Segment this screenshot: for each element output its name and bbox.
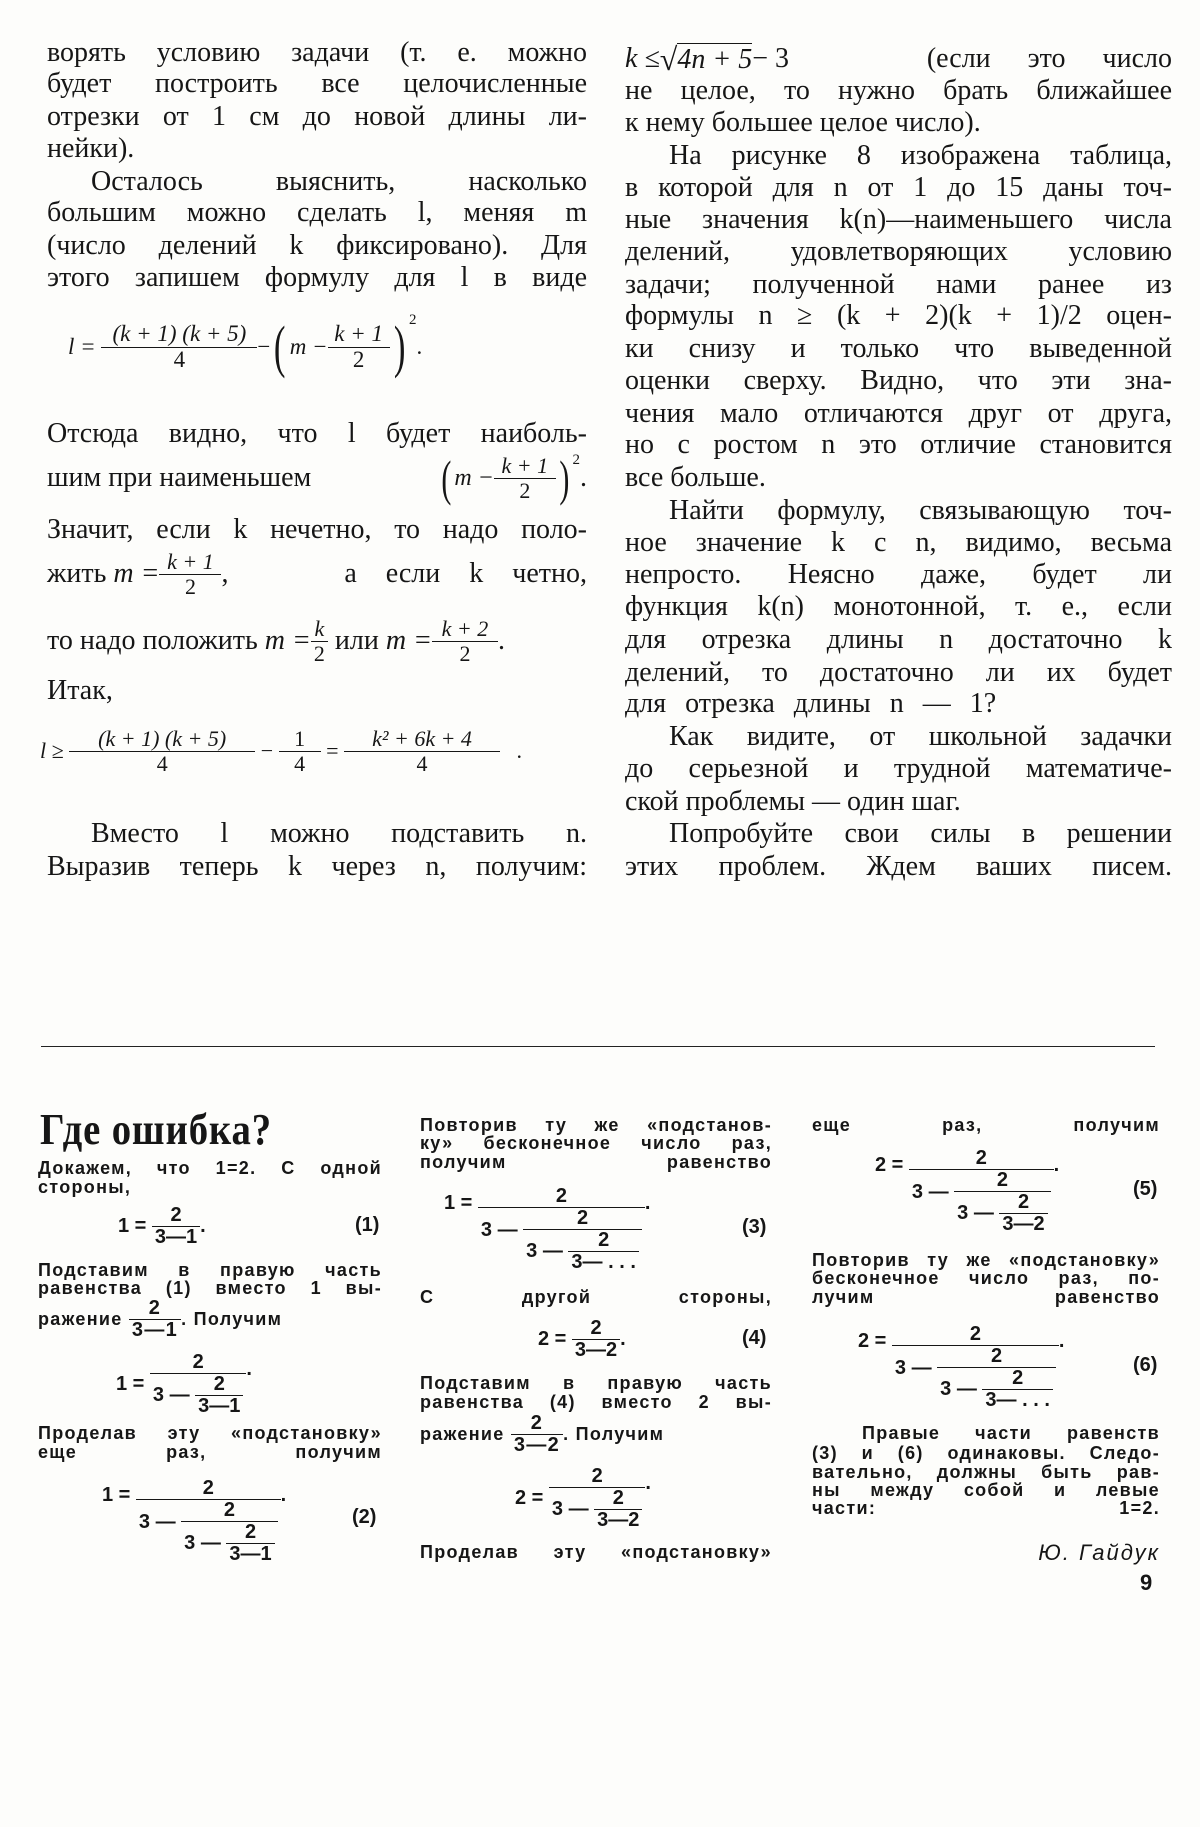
text: ражение bbox=[38, 1309, 123, 1329]
formula-part: . bbox=[246, 1358, 252, 1380]
equation-number: (1) bbox=[355, 1214, 380, 1236]
text-line: Попробуйте свои силы в решении bbox=[669, 818, 1172, 849]
fraction bbox=[159, 550, 221, 597]
denominator: 3—1 bbox=[226, 1543, 274, 1565]
text-line: задачи; полученной нами ранее из bbox=[625, 269, 1172, 300]
equation-substituted bbox=[116, 1352, 252, 1417]
text-line: Значит, если k нечетно, то надо поло- bbox=[47, 514, 587, 545]
text-line: для отрезка длины n — 1? bbox=[625, 688, 997, 719]
numerator: 2 bbox=[202, 1477, 214, 1499]
text-line: чения мало отличаются друг от друга, bbox=[625, 398, 1172, 429]
denominator: 3— . . . bbox=[568, 1251, 638, 1273]
text-line: этого запишем формулу для l в виде bbox=[47, 262, 587, 293]
denominator: 2 bbox=[159, 574, 221, 598]
text-line-with-formula bbox=[420, 1413, 664, 1456]
text-line: но с ростом n это отличие становится bbox=[625, 429, 1172, 460]
denominator: 4 bbox=[101, 347, 257, 372]
formula-part: 2 = bbox=[538, 1328, 567, 1350]
text-line: равенства (1) вместо 1 вы- bbox=[38, 1278, 382, 1298]
fraction bbox=[136, 1478, 281, 1565]
denominator bbox=[181, 1521, 278, 1565]
fraction bbox=[152, 1205, 200, 1248]
paren: ) bbox=[393, 314, 406, 379]
formula-part: . bbox=[645, 1472, 651, 1494]
denominator: 2 bbox=[328, 347, 390, 372]
text-line: делений, то достаточно ли их будет bbox=[625, 657, 1172, 688]
equation-substituted bbox=[515, 1466, 651, 1531]
fraction bbox=[311, 617, 328, 664]
fraction bbox=[954, 1170, 1051, 1235]
equation-number: (3) bbox=[742, 1216, 767, 1238]
numerator: 2 bbox=[975, 1147, 987, 1169]
text-line: до серьезной и трудной математиче- bbox=[625, 753, 1172, 784]
paren: ( bbox=[440, 450, 451, 506]
denominator: 3—1 bbox=[195, 1395, 243, 1417]
text-line: функция k(n) монотонной, т. е., если bbox=[625, 591, 1172, 622]
numerator: 2 bbox=[591, 1465, 603, 1487]
denominator bbox=[892, 1345, 1059, 1411]
text-line: Правые части равенств bbox=[862, 1423, 1160, 1443]
fraction bbox=[328, 322, 390, 371]
section-divider bbox=[41, 1046, 1155, 1047]
formula-part: . bbox=[416, 334, 423, 359]
numerator: 2 bbox=[148, 1297, 162, 1319]
denominator bbox=[909, 1169, 1054, 1235]
text-line: к нему большее целое число). bbox=[625, 107, 981, 138]
formula-part: 3 — bbox=[940, 1378, 977, 1400]
formula-part: = bbox=[326, 738, 339, 763]
fraction bbox=[523, 1208, 642, 1273]
text-line: для отрезка длины n достаточно k bbox=[625, 624, 1172, 655]
text: (если это число bbox=[926, 43, 1172, 74]
text-line: Осталось выяснить, насколько bbox=[91, 166, 587, 197]
denominator bbox=[937, 1367, 1056, 1411]
numerator: 2 bbox=[1017, 1191, 1030, 1213]
equation-number: (5) bbox=[1133, 1178, 1158, 1200]
denominator: 3—2 bbox=[999, 1213, 1047, 1235]
formula-part: 3 — bbox=[911, 1181, 949, 1203]
denominator bbox=[136, 1499, 281, 1565]
formula-part: 3 — bbox=[480, 1219, 518, 1241]
fraction bbox=[478, 1186, 645, 1273]
formula-part: l ≥ bbox=[40, 738, 64, 763]
numerator: 2 bbox=[612, 1487, 624, 1509]
text-line-with-formula bbox=[625, 40, 1172, 78]
fraction bbox=[494, 454, 556, 501]
formula-part: 1 = bbox=[102, 1484, 131, 1506]
fraction bbox=[226, 1522, 274, 1565]
formula-part: . bbox=[200, 1215, 206, 1237]
text-line: (3) и (6) одинаковы. Следо- bbox=[812, 1443, 1160, 1463]
text: то надо положить bbox=[47, 625, 258, 656]
fraction bbox=[511, 1413, 563, 1456]
formula-part: . bbox=[1058, 1330, 1065, 1352]
formula-part: 1 = bbox=[116, 1373, 145, 1395]
numerator: (k + 1) (k + 5) bbox=[112, 321, 247, 347]
fraction bbox=[982, 1368, 1052, 1411]
formula-part: m − bbox=[289, 334, 328, 359]
sqrt-argument: 4n + 5 bbox=[677, 43, 753, 75]
denominator: 4 bbox=[69, 751, 255, 775]
text-line: оценки сверху. Видно, что эти зна- bbox=[625, 365, 1172, 396]
fraction bbox=[937, 1346, 1056, 1411]
numerator: k² + 6k + 4 bbox=[372, 726, 472, 752]
fraction bbox=[279, 727, 321, 774]
denominator: 4 bbox=[344, 751, 500, 775]
formula-part: 2 = bbox=[875, 1154, 904, 1176]
text: или bbox=[334, 625, 379, 656]
formula-part: . bbox=[497, 625, 505, 656]
text-line: еще раз, получим bbox=[812, 1115, 1160, 1135]
numerator: 2 bbox=[223, 1499, 235, 1521]
paren: ) bbox=[559, 450, 570, 506]
denominator: 2 bbox=[494, 478, 556, 502]
formula-part: m − bbox=[454, 464, 494, 491]
text-line: еще раз, получим bbox=[38, 1442, 382, 1462]
formula-part: − 3 bbox=[752, 43, 790, 74]
equation-5 bbox=[875, 1148, 1059, 1235]
denominator: 3—2 bbox=[572, 1339, 620, 1361]
text-line: ки снизу и только что выведенной bbox=[625, 333, 1172, 364]
formula-part: 3 — bbox=[526, 1240, 563, 1262]
page-number: 9 bbox=[1140, 1570, 1153, 1595]
text-line: делений, удовлетворяющих условию bbox=[625, 236, 1172, 267]
exponent: 2 bbox=[572, 452, 580, 468]
formula-part: . bbox=[580, 462, 587, 493]
formula-part: 3 — bbox=[152, 1384, 190, 1406]
fraction bbox=[572, 1318, 620, 1361]
equation-number: (6) bbox=[1133, 1354, 1158, 1376]
text-line: Как видите, от школьной задачки bbox=[669, 721, 1172, 752]
formula-part: 3 — bbox=[184, 1532, 221, 1554]
text-line: в которой для n от 1 до 15 даны точ- bbox=[625, 172, 1172, 203]
text-line: стороны, bbox=[38, 1177, 132, 1197]
formula-part: . bbox=[620, 1328, 626, 1350]
numerator: 2 bbox=[598, 1229, 610, 1251]
denominator: 3— . . . bbox=[982, 1389, 1052, 1411]
text-line-with-formula bbox=[47, 615, 587, 667]
box-title: Где ошибка? bbox=[40, 1105, 273, 1154]
formula-part: 2 = bbox=[515, 1487, 544, 1509]
text-line-with-formula bbox=[47, 452, 587, 504]
text-line: ской проблемы — один шаг. bbox=[625, 786, 961, 817]
denominator: 3—2 bbox=[594, 1509, 642, 1531]
numerator: 2 bbox=[244, 1521, 257, 1543]
text-line: ку» бесконечное число раз, bbox=[420, 1133, 772, 1153]
fraction bbox=[999, 1192, 1047, 1235]
text: шим при наименьшем bbox=[47, 462, 312, 493]
numerator: 2 bbox=[530, 1412, 544, 1434]
numerator: 2 bbox=[555, 1185, 567, 1207]
denominator: 2 bbox=[432, 641, 498, 665]
formula-part: 1 = bbox=[118, 1215, 147, 1237]
text-line: На рисунке 8 изображена таблица, bbox=[669, 140, 1172, 171]
text: а если k четно, bbox=[344, 558, 587, 589]
formula-part: . bbox=[644, 1192, 651, 1214]
text-line: Докажем, что 1=2. С одной bbox=[38, 1158, 382, 1178]
exponent: 2 bbox=[408, 312, 417, 328]
text-line: С другой стороны, bbox=[420, 1287, 772, 1307]
text-line: будет построить все целочисленные bbox=[47, 68, 587, 99]
fraction bbox=[195, 1374, 243, 1417]
numerator: 2 bbox=[576, 1207, 589, 1229]
numerator: 2 bbox=[990, 1345, 1003, 1367]
text-line: не целое, то нужно брать ближайшее bbox=[625, 75, 1172, 106]
numerator: 2 bbox=[213, 1373, 225, 1395]
formula-part: 3 — bbox=[894, 1357, 932, 1379]
formula-part: m = bbox=[385, 625, 432, 656]
numerator: k bbox=[314, 616, 325, 642]
text-line: Повторив ту же «подстановку» bbox=[812, 1250, 1160, 1270]
numerator: k + 1 bbox=[334, 321, 383, 347]
denominator bbox=[478, 1207, 645, 1273]
text-line: этих проблем. Ждем ваших писем. bbox=[625, 851, 1172, 882]
text-line: вательно, должны быть рав- bbox=[812, 1462, 1160, 1482]
text-line: Проделав эту «подстановку» bbox=[420, 1542, 772, 1562]
denominator bbox=[523, 1229, 642, 1273]
formula-part: m = bbox=[264, 625, 311, 656]
text: . Получим bbox=[563, 1424, 665, 1444]
text-line: ное значение k с n, видимо, весьма bbox=[625, 527, 1172, 558]
formula-part: 1 = bbox=[444, 1192, 473, 1214]
text: ражение bbox=[420, 1424, 505, 1444]
text-line: равенства (4) вместо 2 вы- bbox=[420, 1392, 772, 1412]
fraction bbox=[344, 727, 500, 774]
numerator: 2 bbox=[969, 1323, 981, 1345]
equation-3 bbox=[444, 1186, 650, 1273]
formula-part: m = bbox=[113, 558, 160, 589]
fraction bbox=[181, 1500, 278, 1565]
paren: ( bbox=[274, 314, 286, 379]
text-line: части: 1=2. bbox=[812, 1498, 1160, 1518]
numerator: k + 1 bbox=[167, 549, 214, 575]
numerator: 2 bbox=[1012, 1367, 1024, 1389]
text-line: лучим равенство bbox=[812, 1287, 1160, 1307]
numerator: 2 bbox=[590, 1317, 602, 1339]
text-line: нейки). bbox=[47, 133, 135, 164]
fraction bbox=[568, 1230, 638, 1273]
text-line: Подставим в правую часть bbox=[420, 1373, 772, 1393]
text-line: Проделав эту «подстановку» bbox=[38, 1423, 382, 1443]
text-line: ные значения k(n)—наименьшего числа bbox=[625, 204, 1172, 235]
fraction bbox=[594, 1488, 642, 1531]
denominator: 3—1 bbox=[129, 1319, 181, 1341]
numerator: 1 bbox=[294, 726, 306, 752]
equation-4 bbox=[538, 1318, 626, 1361]
text-line: формулы n ≥ (k + 2)(k + 1)/2 оцен- bbox=[625, 300, 1172, 331]
text-line: Отсюда видно, что l будет наиболь- bbox=[47, 418, 587, 449]
formula-part: l = bbox=[68, 334, 96, 359]
fraction bbox=[69, 727, 255, 774]
formula-part: 3 — bbox=[551, 1498, 589, 1520]
fraction bbox=[101, 322, 257, 371]
fraction bbox=[129, 1298, 181, 1341]
text-line: все больше. bbox=[625, 462, 766, 493]
fraction bbox=[909, 1148, 1054, 1235]
denominator bbox=[150, 1373, 247, 1417]
text-line-with-formula bbox=[47, 550, 587, 598]
fraction bbox=[432, 617, 498, 664]
formula-part: 3 — bbox=[957, 1202, 994, 1224]
text-line-with-formula bbox=[38, 1298, 282, 1341]
formula-part: , bbox=[221, 558, 229, 589]
formula-part: 2 = bbox=[858, 1330, 887, 1352]
text-line: ны между собой и левые bbox=[812, 1480, 1160, 1500]
numerator: 2 bbox=[996, 1169, 1008, 1191]
text-line: Вместо l можно подставить n. bbox=[91, 818, 587, 849]
author-signature: Ю. Гайдук bbox=[1038, 1540, 1160, 1565]
sqrt-sign: √ bbox=[659, 40, 678, 77]
formula-part: . bbox=[280, 1484, 287, 1506]
text-line: отрезки от 1 см до новой длины ли- bbox=[47, 101, 587, 132]
text-line: (число делений k фиксировано). Для bbox=[47, 230, 587, 261]
fraction bbox=[549, 1466, 646, 1531]
fraction bbox=[892, 1324, 1059, 1411]
formula-part: . bbox=[1053, 1154, 1060, 1176]
equation-2 bbox=[102, 1478, 286, 1565]
text: жить bbox=[47, 558, 107, 589]
fraction bbox=[150, 1352, 247, 1417]
denominator: 3—2 bbox=[511, 1434, 563, 1456]
denominator: 4 bbox=[279, 751, 321, 775]
text-line: ворять условию задачи (т. е. можно bbox=[47, 37, 587, 68]
equation-1 bbox=[118, 1205, 206, 1248]
formula-l bbox=[68, 312, 422, 382]
text: . Получим bbox=[181, 1309, 283, 1329]
numerator: k + 2 bbox=[441, 616, 489, 642]
denominator bbox=[954, 1191, 1051, 1235]
text-line: Повторив ту же «подстанов- bbox=[420, 1115, 772, 1135]
formula-part: . bbox=[516, 738, 523, 763]
numerator: 2 bbox=[192, 1351, 204, 1373]
text-line: большим можно сделать l, меняя m bbox=[47, 197, 587, 228]
numerator: k + 1 bbox=[501, 453, 549, 479]
denominator: 3—1 bbox=[152, 1226, 200, 1248]
formula-part: k ≤ bbox=[625, 43, 660, 74]
text-line: непросто. Неясно даже, будет ли bbox=[625, 559, 1172, 590]
numerator: (k + 1) (k + 5) bbox=[98, 726, 227, 752]
equation-6 bbox=[858, 1324, 1064, 1411]
text-line: Найти формулу, связывающую точ- bbox=[669, 495, 1172, 526]
numerator: 2 bbox=[170, 1204, 182, 1226]
text-line: Выразив теперь k через n, получим: bbox=[47, 851, 587, 882]
text-line: Итак, bbox=[47, 675, 113, 706]
equation-number: (4) bbox=[742, 1327, 767, 1349]
text-line: Подставим в правую часть bbox=[38, 1260, 382, 1280]
formula-part: − bbox=[260, 738, 274, 763]
denominator: 2 bbox=[311, 641, 328, 665]
formula-l-geq bbox=[40, 722, 522, 780]
formula-part: 3 — bbox=[138, 1511, 176, 1533]
text-line: получим равенство bbox=[420, 1152, 772, 1172]
text-line: бесконечное число раз, по- bbox=[812, 1268, 1160, 1288]
formula-part: − bbox=[257, 334, 271, 359]
denominator bbox=[549, 1487, 646, 1531]
equation-number: (2) bbox=[352, 1506, 377, 1528]
